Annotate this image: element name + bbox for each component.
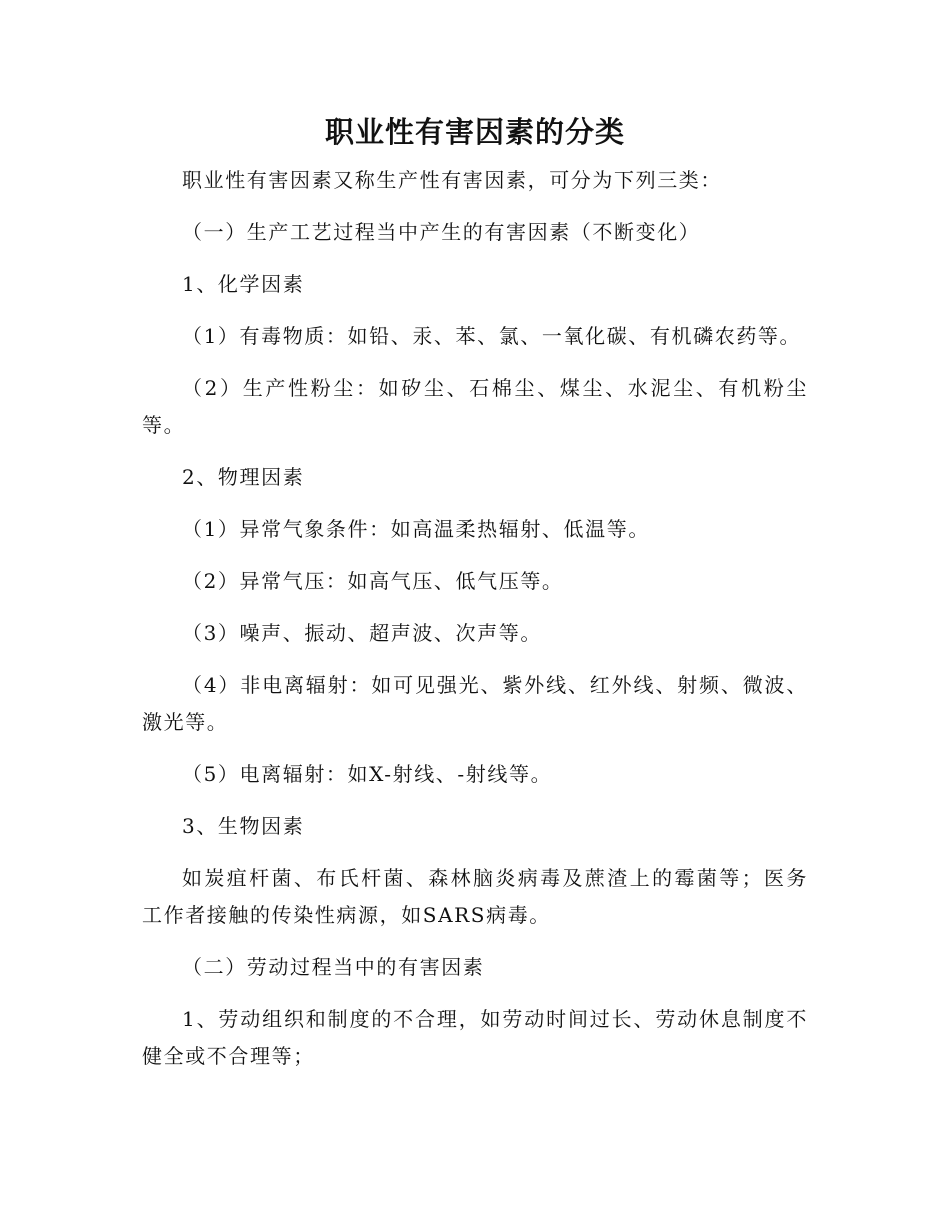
section-heading-labor-process: （二）劳动过程当中的有害因素 <box>182 955 485 979</box>
section-heading-production-process: （一）生产工艺过程当中产生的有害因素（不断变化） <box>182 220 701 244</box>
subsection-heading-biological: 3、生物因素 <box>182 814 305 838</box>
subsection-heading-chemical: 1、化学因素 <box>182 272 305 296</box>
subsection-heading-physical: 2、物理因素 <box>182 465 305 489</box>
document-title: 职业性有害因素的分类 <box>324 115 625 149</box>
biological-paragraph: 如炭疽杆菌、布氏杆菌、森林脑炎病毒及蔗渣上的霉菌等；医务工作者接触的传染性病源，如SARS病毒。 <box>142 866 808 927</box>
list-item-non-ionizing-radiation: （4）非电离辐射：如可见强光、紫外线、红外线、射频、微波、激光等。 <box>142 673 808 734</box>
list-item-labor-organization: 1、劳动组织和制度的不合理，如劳动时间过长、劳动休息制度不健全或不合理等； <box>142 1007 808 1068</box>
list-item-dust: （2）生产性粉尘：如矽尘、石棉尘、煤尘、水泥尘、有机粉尘等。 <box>142 376 808 437</box>
list-item-abnormal-weather: （1）异常气象条件：如高温柔热辐射、低温等。 <box>182 517 650 541</box>
intro-paragraph: 职业性有害因素又称生产性有害因素，可分为下列三类： <box>182 168 722 192</box>
document-page <box>142 112 808 1090</box>
list-item-noise: （3）噪声、振动、超声波、次声等。 <box>182 621 542 645</box>
list-item-toxic-substances: （1）有毒物质：如铅、汞、苯、氯、一氧化碳、有机磷农药等。 <box>182 324 802 348</box>
list-item-abnormal-pressure: （2）异常气压：如高气压、低气压等。 <box>182 569 564 593</box>
list-item-ionizing-radiation: （5）电离辐射：如X-射线、-射线等。 <box>182 762 553 786</box>
